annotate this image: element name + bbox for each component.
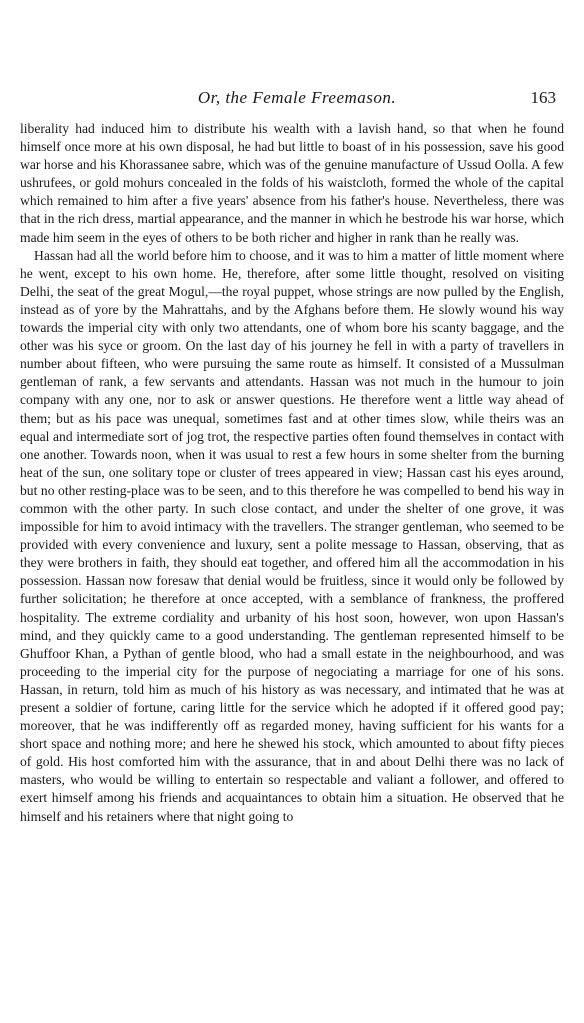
body-text <box>20 120 564 826</box>
paragraph-hassan-journey: Hassan had all the world before him to choose, and it was to him a matter of little moment where he went, except to his own home. He, therefore, after some little thought, resolved on visiting Delhi, the seat of the great Mogul,—the royal puppet, whose strings are now pulled by the English, instead as of yore by the Mahrattahs, and by the Afghans before them. He slowly wound his way towards the imperial city with only two attendants, one of whom bore his scanty baggage, and the other was his syce or groom. On the last day of his journey he fell in with a party of travellers in number about fifteen, who were pursuing the same route as himself. It consisted of a Mussulman gentleman of rank, a few servants and attendants. Hassan was not much in the humour to join company with any one, nor to ask or answer questions. He therefore went a little way ahead of them; but as his pace was unequal, sometimes fast and at other times slow, while theirs was an equal and intermediate sort of jog trot, the respective parties often found themselves in contact with one another. Towards noon, when it was usual to rest a few hours in some shelter from the burning heat of the sun, one solitary tope or cluster of trees appeared in view; Hassan cast his eyes around, but no other resting-place was to be seen, and to this therefore he was compelled to bend his way in common with the other party. In such close contact, and under the shelter of one grove, it was impossible for him to avoid intimacy with the travellers. The stranger gentleman, who seemed to be provided with every convenience and luxury, sent a polite message to Hassan, observing, that as they were brothers in faith, they should eat together, and offered him all the accommodation in his possession. Hassan now foresaw that denial would be fruitless, since it would only be followed by further solicitation; he therefore at once accepted, with a semblance of frankness, the proffered hospitality. The extreme cordiality and urbanity of his host soon, however, won upon Hassan's mind, and they quickly came to a good understanding. The gentleman represented himself to be Ghuffoor Khan, a Pythan of gentle blood, who had a small estate in the neighbourhood, and was proceeding to the imperial city for the purpose of negociating a marriage for one of his sons. Hassan, in return, told him as much of his history as was necessary, and intimated that he was at present a soldier of fortune, caring little for the service which he adopted if it offered good pay; moreover, that he was indifferently off as regarded money, having sufficient for his wants for a short space and nothing more; and here he shewed his stock, which amounted to about fifty pieces of gold. His host comforted him with the assurance, that in and about Delhi there was no lack of masters, who would be willing to entertain so respectable and valiant a follower, and offered to exert himself among his friends and acquaintances to obtain him a situation. He observed that he himself and his retainers where that night going to <box>20 247 564 824</box>
book-page <box>20 0 564 826</box>
running-title: Or, the Female Freemason. <box>197 88 397 107</box>
page-number: 163 <box>530 88 556 107</box>
running-header <box>20 88 564 118</box>
paragraph-continuation: liberality had induced him to distribute his wealth with a lavish hand, so that when he found himself once more at his own disposal, he had but little to boast of in his possession, save his good war horse and his Khorassanee sabre, which was of the genuine manufacture of Ussud Oolla. A few ushrufees, or gold mohurs concealed in the folds of his waistcloth, formed the whole of the capital which remained to him after a five years' absence from his father's house. Nevertheless, there was that in the rich dress, martial appearance, and the manner in which he bestrode his war horse, which made him seem in the eyes of others to be both richer and higher in rank than he really was. <box>20 121 564 245</box>
